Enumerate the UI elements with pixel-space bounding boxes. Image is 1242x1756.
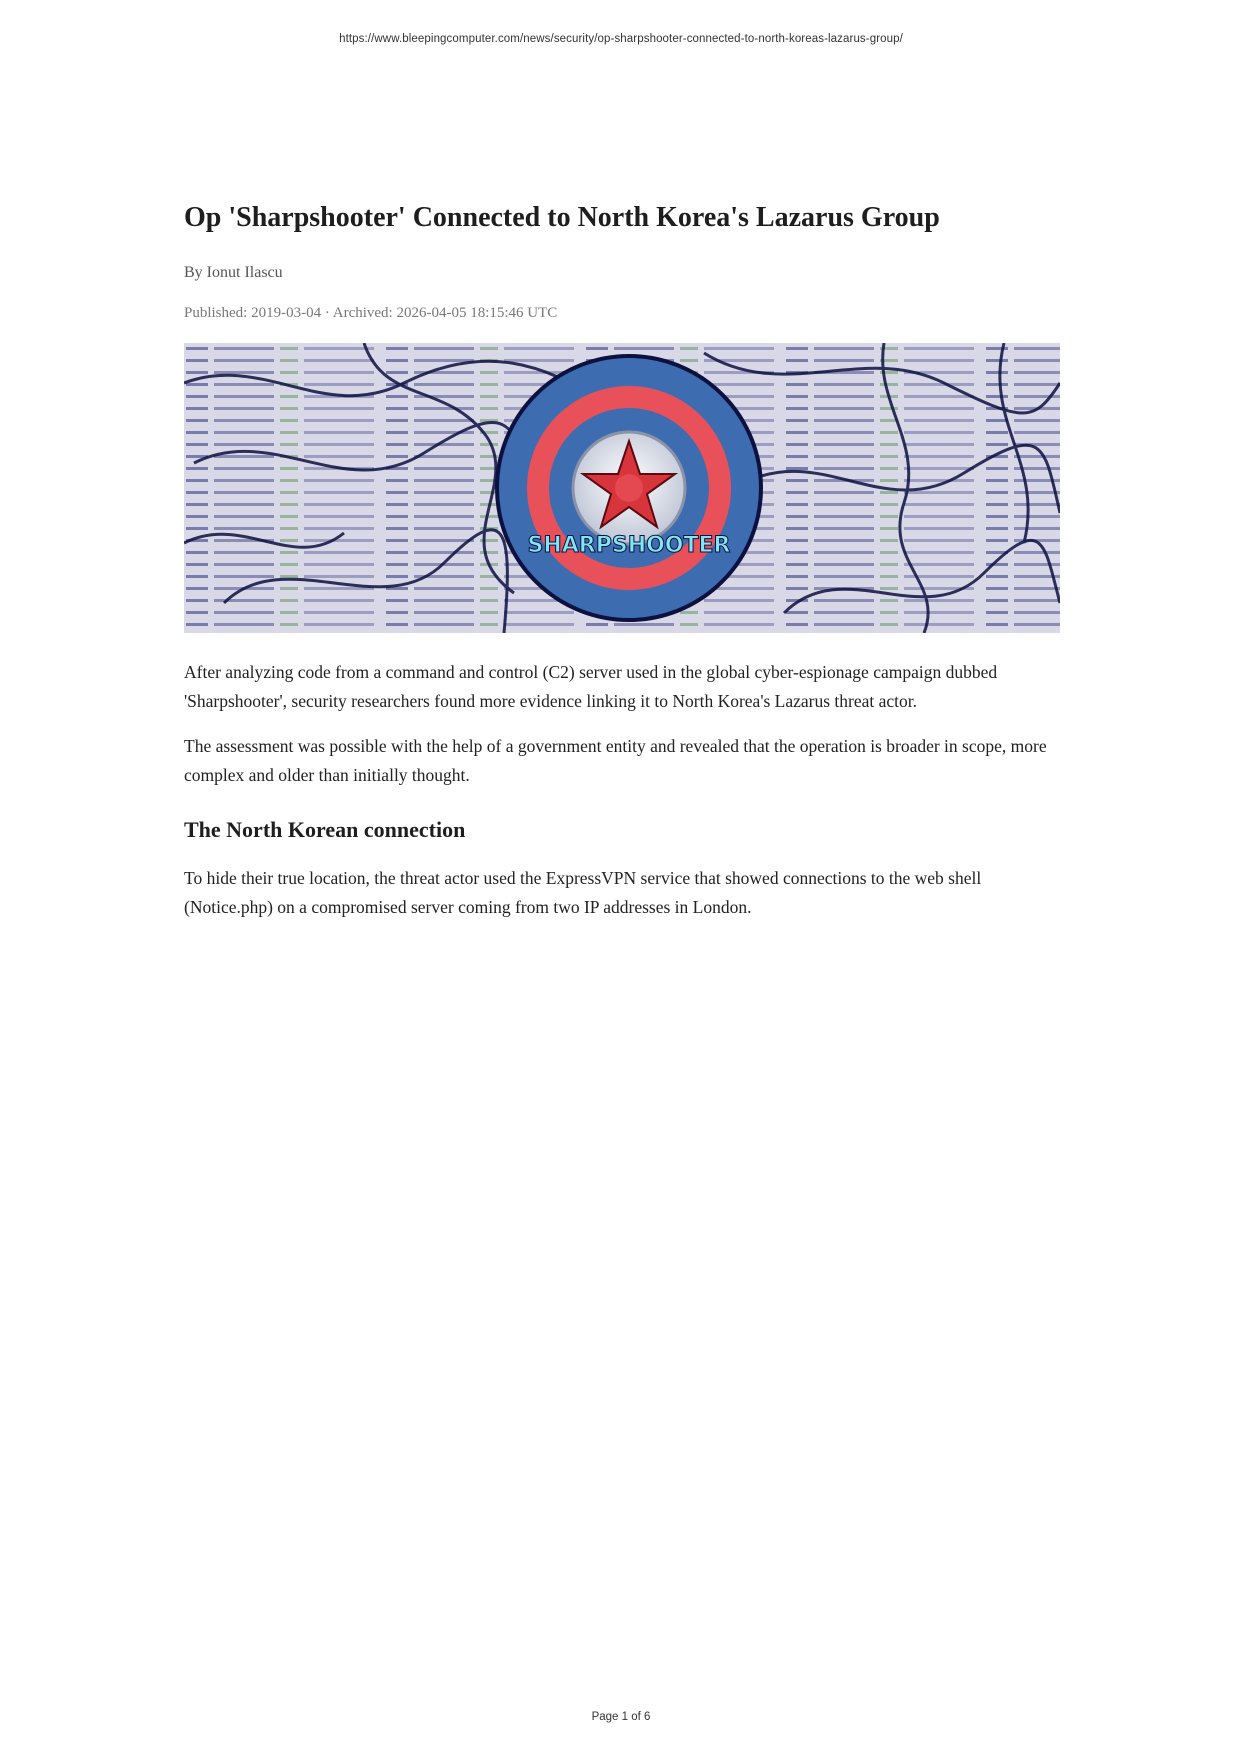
section-heading: The North Korean connection bbox=[184, 817, 466, 842]
page-url-header: https://www.bleepingcomputer.com/news/security/op-sharpshooter-connected-to-north-koreas-lazarus-group/ bbox=[339, 33, 903, 45]
article bbox=[184, 200, 1060, 922]
hero-logo-text: SHARPSHOOTER bbox=[527, 533, 731, 558]
article-paragraph: The assessment was possible with the help of a government entity and revealed that the operation is broader in scope, more complex and older than initially thought. bbox=[184, 736, 1047, 785]
hero-image bbox=[184, 343, 1060, 633]
section-paragraph: To hide their true location, the threat actor used the ExpressVPN service that showed connections to the web shell (Notice.php) on a compromised server coming from two IP addresses in London. bbox=[184, 868, 982, 917]
article-paragraph: After analyzing code from a command and control (C2) server used in the global cyber-espionage campaign dubbed 'Sharpshooter', security researchers found more evidence linking it to North Korea's Lazarus threat actor. bbox=[184, 662, 998, 711]
article-title: Op 'Sharpshooter' Connected to North Korea's Lazarus Group bbox=[184, 202, 940, 233]
article-byline: By Ionut Ilascu bbox=[184, 264, 283, 281]
article-publish-meta: Published: 2019-03-04 · Archived: 2026-04-05 18:15:46 UTC bbox=[184, 305, 558, 321]
page-footer: Page 1 of 6 bbox=[591, 1711, 651, 1723]
